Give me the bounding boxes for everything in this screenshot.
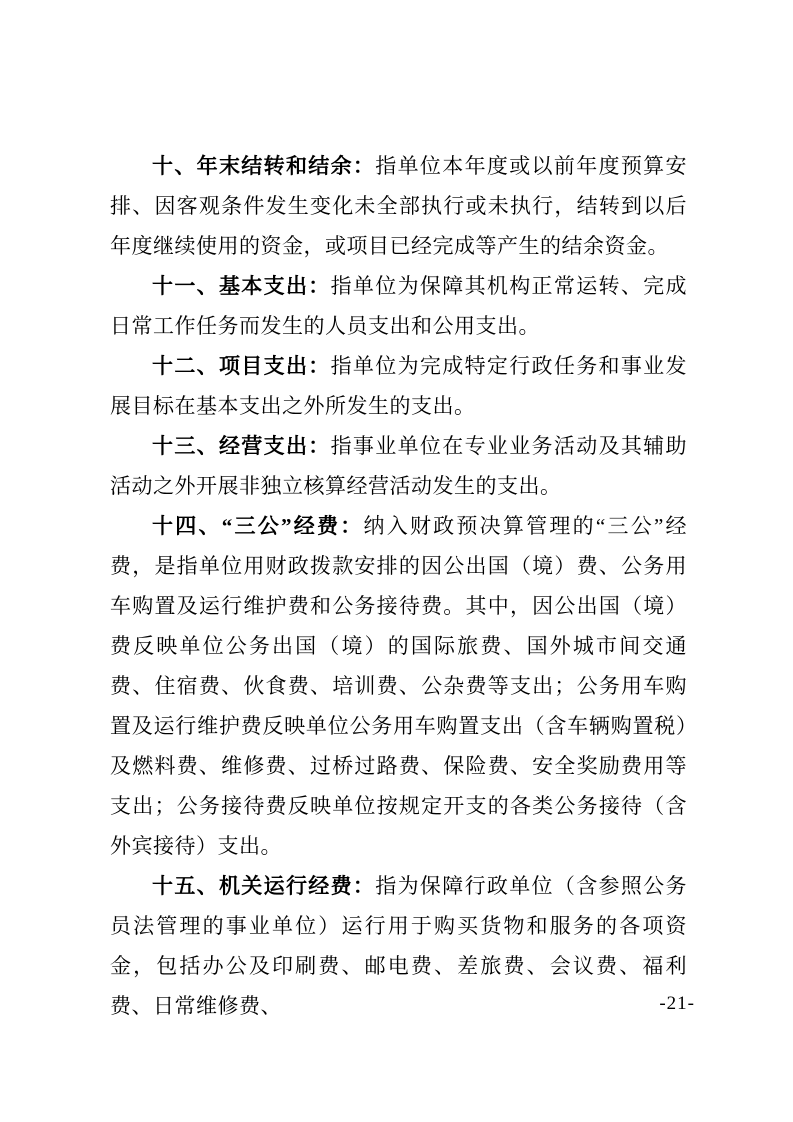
term-definition: 指单位本年度或以前年度预算安排、因客观条件发生变化未全部执行或未执行，结转到以后年度继续使用的资金，或项目已经完成等产生的结余资金。 [110,154,688,258]
term-label: 十三、经营支出： [152,434,331,458]
term-definition: 纳入财政预决算管理的“三公”经费，是指单位用财政拨款安排的因公出国（境）费、公务用车购置及运行维护费和公务接待费。其中，因公出国（境）费反映单位公务出国（境）的国际旅费、国外城市间交通费、住宿费、伙食费、培训费、公杂费等支出；公务用车购置及运行维护费反映单位公务用车购置支出（含车辆购置税）及燃料费、维修费、过桥过路费、保险费、安全奖励费用等支出；公务接待费反映单位按规定开支的各类公务接待（含外宾接待）支出。 [110,514,688,858]
document-body [110,146,687,1026]
term-definition: 指单位为保障其机构正常运转、完成日常工作任务而发生的人员支出和公用支出。 [110,274,687,338]
term-label: 十五、机关运行经费： [152,874,376,898]
term-label: 十一、基本支出： [152,274,331,298]
definition-paragraph-10 [110,146,687,266]
term-label: 十、年末结转和结余： [152,154,376,178]
term-definition: 指事业单位在专业业务活动及其辅助活动之外开展非独立核算经营活动发生的支出。 [110,434,687,498]
definition-paragraph-12 [110,346,687,426]
term-definition: 指单位为完成特定行政任务和事业发展目标在基本支出之外所发生的支出。 [110,354,687,418]
page-number: -21- [659,993,695,1014]
definition-paragraph-11 [110,266,687,346]
term-definition: 指为保障行政单位（含参照公务员法管理的事业单位）运行用于购买货物和服务的各项资金，包括办公及印刷费、邮电费、差旅费、会议费、福利费、日常维修费、 [110,874,688,1018]
definition-paragraph-13 [110,426,687,506]
definition-paragraph-14 [110,506,687,866]
term-label: 十二、项目支出： [152,354,331,378]
definition-paragraph-15 [110,866,687,1026]
term-label: 十四、“三公”经费： [152,514,364,538]
